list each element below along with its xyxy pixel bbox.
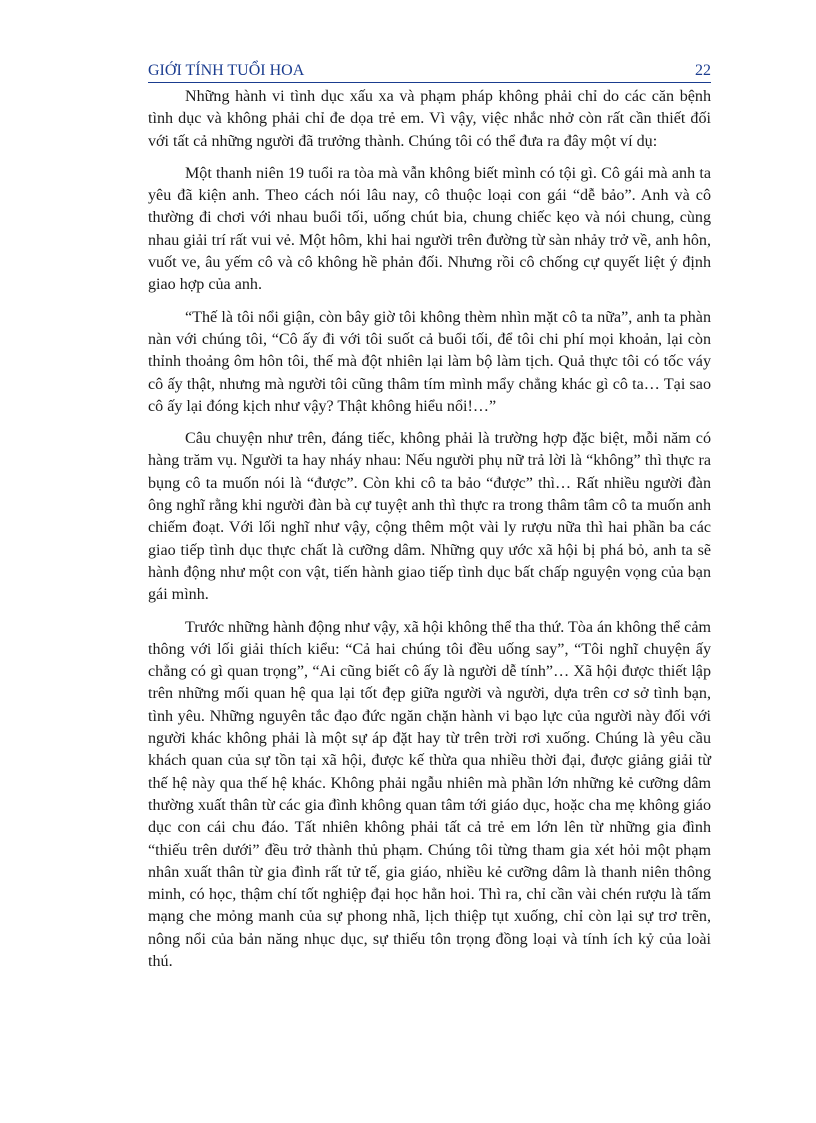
book-title: GIỚI TÍNH TUỔI HOA	[148, 62, 305, 79]
header-divider	[148, 82, 711, 83]
paragraph-society: Trước những hành động như vậy, xã hội không thể tha thứ. Tòa án không thể cảm thông với lối giải thích kiểu: “Cả hai chúng tôi đều uống say”, “Tôi nghĩ chuyện ấy chẳng có gì quan trọng”, “Ai cũng biết cô ấy là người dễ tính”… Xã hội được thiết lập trên những mối quan hệ qua lại tốt đẹp giữa người và người, dựa trên cơ sở tình bạn, tình yêu. Những nguyên tắc đạo đức ngăn chặn hành vi bạo lực của người này đối với người khác không phải là một sự áp đặt hay từ trên trời rơi xuống. Chúng là yêu cầu khách quan của sự tồn tại xã hội, được kế thừa qua nhiều thời đại, được giảng giải từ thế hệ này qua thế hệ khác. Không phải ngẫu nhiên mà phần lớn những kẻ cưỡng dâm thường xuất thân từ các gia đình không quan tâm tới giáo dục, hoặc cha mẹ không giáo dục con cái chu đáo. Tất nhiên không phải tất cả trẻ em lớn lên từ những gia đình “thiếu trên dưới” đều trở thành thủ phạm. Chúng tôi từng tham gia xét hỏi một phạm nhân xuất thân từ gia đình rất tử tế, gia giáo, nhiều kẻ cưỡng dâm là thanh niên thông minh, có học, thậm chí tốt nghiệp đại học hẳn hoi. Thì ra, chỉ cần vài chén rượu là tấm mạng che mỏng manh của sự phong nhã, lịch thiệp tụt xuống, chỉ còn lại sự trơ trẽn, nông nổi của bản năng nhục dục, sự thiếu tôn trọng đồng loại và tính ích kỷ của loài thú.	[148, 618, 711, 970]
paragraph-commentary: Câu chuyện như trên, đáng tiếc, không phải là trường hợp đặc biệt, mỗi năm có hàng trăm vụ. Người ta hay nháy nhau: Nếu người phụ nữ trả lời là “không” thì thực ra bụng cô ta muốn nói là “được”. Còn khi cô ta bảo “được” thì… Rất nhiều người đàn ông nghĩ rằng khi người đàn bà cự tuyệt anh thì thực ra trong thâm tâm cô ta muốn anh chiếm đoạt. Với lối nghĩ như vậy, cộng thêm một vài ly rượu nữa thì hai phần ba các giao tiếp tình dục thực chất là cưỡng dâm. Những quy ước xã hội bị phá bỏ, anh ta sẽ hành động như một con vật, tiến hành giao tiếp tình dục bất chấp nguyện vọng của bạn gái mình.	[148, 430, 711, 604]
page-header	[148, 58, 711, 80]
paragraph-intro: Những hành vi tình dục xấu xa và phạm pháp không phải chỉ do các căn bệnh tình dục và không phải chỉ đe dọa trẻ em. Vì vậy, việc nhắc nhở còn rất cần thiết đối với tất cả những người đã trưởng thành. Chúng tôi có thể đưa ra đây một ví dụ:	[148, 88, 711, 150]
page-number: 22	[695, 62, 711, 79]
paragraph-quote: “Thế là tôi nổi giận, còn bây giờ tôi không thèm nhìn mặt cô ta nữa”, anh ta phàn nàn với chúng tôi, “Cô ấy đi với tôi suốt cả buổi tối, để tôi chi phí mọi khoản, lại còn thỉnh thoảng ôm hôn tôi, thế mà đột nhiên lại làm bộ làm tịch. Quả thực tôi có tốc váy cô ấy thật, nhưng mà người tôi cũng thâm tím mình mẩy chẳng khác gì cô ta… Tại sao cô ấy lại đóng kịch như vậy? Thật không hiểu nổi!…”	[148, 308, 711, 415]
body-text	[148, 86, 711, 983]
paragraph-example: Một thanh niên 19 tuổi ra tòa mà vẫn không biết mình có tội gì. Cô gái mà anh ta yêu đã kiện anh. Theo cách nói lâu nay, cô thuộc loại con gái “dễ bảo”. Anh và cô thường đi chơi với nhau buổi tối, uống chút bia, chung chiếc kẹo và nói chung, cùng nhau giải trí rất vui vẻ. Một hôm, khi hai người trên đường từ sàn nhảy trở về, anh hôn, vuốt ve, âu yếm cô và cô không hề phản đối. Nhưng rồi cô chống cự quyết liệt ý định giao hợp của anh.	[148, 164, 711, 294]
